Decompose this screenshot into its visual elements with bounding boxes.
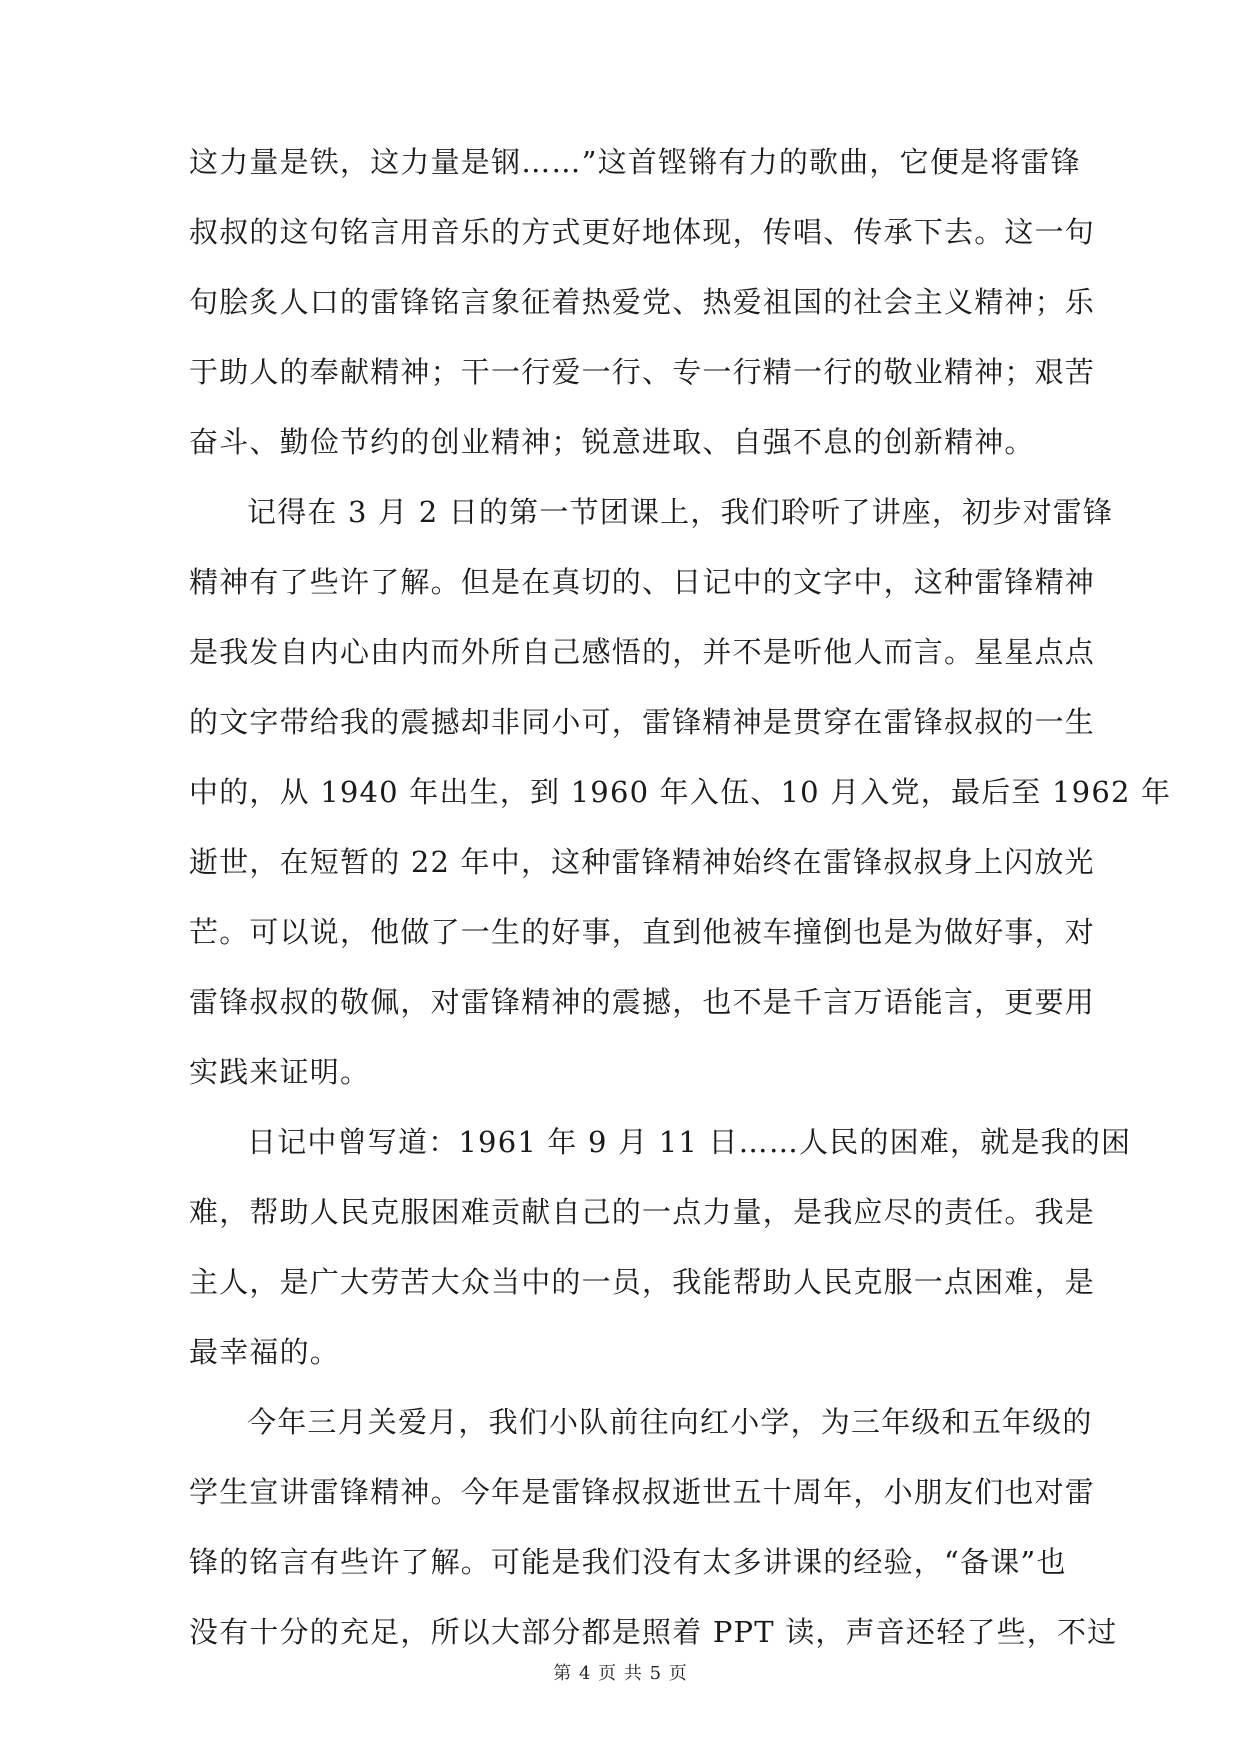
text-line: 中的，从 1940 年出生，到 1960 年入伍、10 月入党，最后至 1962 年 (189, 775, 1172, 809)
text-line: 的文字带给我的震撼却非同小可，雷锋精神是贯穿在雷锋叔叔的一生 (189, 705, 1096, 739)
page-number-footer: 第 4 页 共 5 页 (553, 1663, 688, 1684)
text-line: 最幸福的。 (189, 1335, 341, 1369)
text-line: 逝世，在短暂的 22 年中，这种雷锋精神始终在雷锋叔叔身上闪放光 (189, 845, 1095, 879)
text-line: 于助人的奉献精神；干一行爱一行、专一行精一行的敬业精神；艰苦 (189, 355, 1096, 389)
text-line: 是我发自内心由内而外所自己感悟的，并不是听他人而言。星星点点 (189, 635, 1096, 669)
text-line: 学生宣讲雷锋精神。今年是雷锋叔叔逝世五十周年，小朋友们也对雷 (189, 1475, 1096, 1509)
text-line: 这力量是铁，这力量是钢……”这首铿锵有力的歌曲，它便是将雷锋 (189, 145, 1081, 179)
paragraph-first-line: 今年三月关爱月，我们小队前往向红小学，为三年级和五年级的 (247, 1405, 1093, 1439)
text-line: 锋的铭言有些许了解。可能是我们没有太多讲课的经验，“备课”也 (189, 1545, 1067, 1579)
text-line: 雷锋叔叔的敬佩，对雷锋精神的震撼，也不是千言万语能言，更要用 (189, 985, 1096, 1019)
text-line: 难，帮助人民克服困难贡献自己的一点力量，是我应尽的责任。我是 (189, 1195, 1096, 1229)
text-line: 句脍炙人口的雷锋铭言象征着热爱党、热爱祖国的社会主义精神；乐 (189, 285, 1096, 319)
text-line: 实践来证明。 (189, 1055, 371, 1089)
text-line: 奋斗、勤俭节约的创业精神；锐意进取、自强不息的创新精神。 (189, 425, 1035, 459)
text-line: 主人，是广大劳苦大众当中的一员，我能帮助人民克服一点困难，是 (189, 1265, 1096, 1299)
text-line: 没有十分的充足，所以大部分都是照着 PPT 读，声音还轻了些，不过 (189, 1615, 1118, 1649)
paragraph-first-line: 记得在 3 月 2 日的第一节团课上，我们聆听了讲座，初步对雷锋 (247, 495, 1114, 529)
text-line: 叔叔的这句铭言用音乐的方式更好地体现，传唱、传承下去。这一句 (189, 215, 1096, 249)
paragraph-first-line: 日记中曾写道：1961 年 9 月 11 日……人民的困难，就是我的困 (247, 1125, 1132, 1159)
text-line: 芒。可以说，他做了一生的好事，直到他被车撞倒也是为做好事，对 (189, 915, 1096, 949)
text-line: 精神有了些许了解。但是在真切的、日记中的文字中，这种雷锋精神 (189, 565, 1096, 599)
